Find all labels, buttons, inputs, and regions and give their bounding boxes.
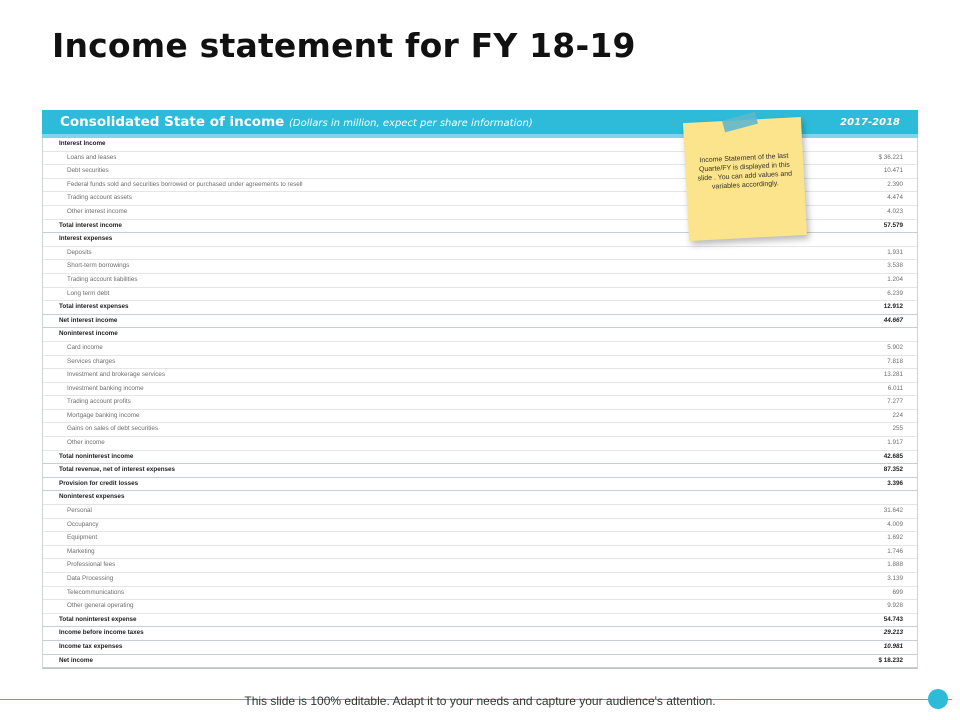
row-value: 7.277: [887, 398, 903, 406]
row-value: 9.928: [887, 602, 903, 610]
row-value: 5.902: [887, 343, 903, 351]
table-header-main: Consolidated State of income: [60, 114, 285, 130]
row-value: 4.474: [887, 194, 903, 202]
table-row: [43, 627, 917, 641]
row-value: 31.642: [883, 507, 903, 515]
row-value: 10.981: [883, 642, 903, 650]
row-label: Total noninterest income: [59, 452, 134, 460]
row-label: Federal funds sold and securities borrowed or purchased under agreements to resell: [67, 180, 303, 188]
sticky-note: [683, 117, 807, 241]
row-value: $ 18.232: [878, 656, 903, 664]
table-row: [43, 641, 917, 655]
row-label: Investment and brokerage services: [67, 371, 166, 379]
table-row: [43, 396, 917, 410]
row-value: 1.692: [887, 534, 903, 542]
table-row: [43, 464, 917, 478]
table-row: [43, 301, 917, 315]
row-value: 13.281: [883, 371, 903, 379]
row-value: 699: [892, 588, 903, 596]
table-row: [43, 247, 917, 261]
page-title: Income statement for FY 18-19: [52, 26, 636, 65]
row-label: Trading account liabilities: [67, 275, 138, 283]
row-label: Card income: [67, 343, 103, 351]
row-value: 87.352: [883, 466, 903, 474]
row-value: 2.390: [887, 180, 903, 188]
table-row: [43, 410, 917, 424]
row-value: 224: [892, 411, 903, 419]
row-value: 3.538: [887, 262, 903, 270]
row-value: 255: [892, 425, 903, 433]
row-label: Services charges: [67, 357, 116, 365]
row-value: 6.011: [887, 384, 903, 392]
row-label: Equipment: [67, 534, 98, 542]
row-label: Noninterest expenses: [59, 493, 125, 501]
row-value: 12.912: [883, 303, 903, 311]
table-row: [43, 423, 917, 437]
row-value: 4.023: [887, 207, 903, 215]
table-row: [43, 559, 917, 573]
table-row: [43, 532, 917, 546]
table-row: [43, 655, 917, 669]
row-label: Net interest income: [59, 316, 118, 324]
row-label: Professional fees: [67, 561, 116, 569]
table-row: [43, 505, 917, 519]
table-header-title: [60, 114, 533, 130]
row-label: Occupancy: [67, 520, 99, 528]
row-value: 4.009: [887, 520, 903, 528]
table-header-year: 2017-2018: [840, 117, 900, 128]
row-label: Total interest income: [59, 221, 122, 229]
row-label: Long term debt: [67, 289, 110, 297]
row-label: Interest Income: [59, 140, 106, 147]
row-label: Total interest expenses: [59, 303, 129, 311]
row-value: 1.917: [887, 439, 903, 447]
row-label: Telecommunications: [67, 588, 125, 596]
row-label: Trading account profits: [67, 398, 131, 406]
table-row: [43, 288, 917, 302]
footer-text: This slide is 100% editable. Adapt it to your needs and capture your audience's attention.: [244, 694, 716, 708]
row-value: 3.396: [887, 479, 903, 487]
row-label: Interest expenses: [59, 235, 113, 243]
row-label: Trading account assets: [67, 194, 132, 202]
row-label: Net income: [59, 656, 93, 664]
row-label: Investment banking income: [67, 384, 144, 392]
row-label: Other income: [67, 439, 105, 447]
row-label: Mortgage banking income: [67, 411, 140, 419]
table-row: [43, 478, 917, 492]
row-label: Short-term borrowings: [67, 262, 130, 270]
sticky-note-text: Income Statement of the last Quarte/FY is displayed in this slide . You can add values and variables accordingly.: [697, 152, 793, 191]
row-label: Data Processing: [67, 575, 114, 582]
table-row: [43, 546, 917, 560]
row-value: 3.139: [887, 575, 903, 582]
table-header-subtitle: (Dollars in million, expect per share information): [289, 118, 533, 129]
row-label: Noninterest income: [59, 330, 118, 338]
row-value: 6.239: [887, 289, 903, 297]
table-row: [43, 274, 917, 288]
row-value: 44.667: [883, 316, 903, 324]
table-row: [43, 260, 917, 274]
row-label: Other interest income: [67, 207, 128, 215]
table-row: [43, 437, 917, 451]
row-value: 10.471: [883, 167, 903, 175]
row-label: Loans and leases: [67, 153, 117, 161]
row-value: 1.746: [887, 547, 903, 555]
row-label: Provision for credit losses: [59, 479, 139, 487]
row-value: 29.213: [883, 629, 903, 637]
row-label: Income tax expenses: [59, 642, 123, 650]
row-label: Debt securities: [67, 167, 109, 175]
row-value: 42.685: [883, 452, 903, 460]
row-label: Income before income taxes: [59, 629, 144, 637]
row-value: 1.888: [887, 561, 903, 569]
row-value: 54.743: [883, 615, 903, 623]
row-value: $ 36.221: [878, 153, 903, 161]
table-row: [43, 328, 917, 342]
table-row: [43, 600, 917, 614]
table-row: [43, 519, 917, 533]
table-row: [43, 491, 917, 505]
row-label: Marketing: [67, 547, 95, 555]
table-row: [43, 369, 917, 383]
table-row: [43, 587, 917, 601]
row-value: 1.931: [887, 248, 903, 256]
row-value: 1.204: [887, 275, 903, 283]
row-label: Other general operating: [67, 602, 134, 610]
row-label: Gains on sales of debt securities: [67, 425, 159, 433]
table-row: [43, 342, 917, 356]
row-value: 57.579: [883, 221, 903, 229]
table-row: [43, 573, 917, 587]
table-row: [43, 356, 917, 370]
row-label: Total noninterest expense: [59, 615, 137, 623]
row-value: 7.818: [887, 357, 903, 365]
table-row: [43, 315, 917, 329]
table-row: [43, 383, 917, 397]
row-label: Deposits: [67, 248, 92, 256]
table-row: [43, 614, 917, 628]
table-row: [43, 451, 917, 465]
row-label: Personal: [67, 507, 92, 515]
row-label: Total revenue, net of interest expenses: [59, 466, 176, 474]
